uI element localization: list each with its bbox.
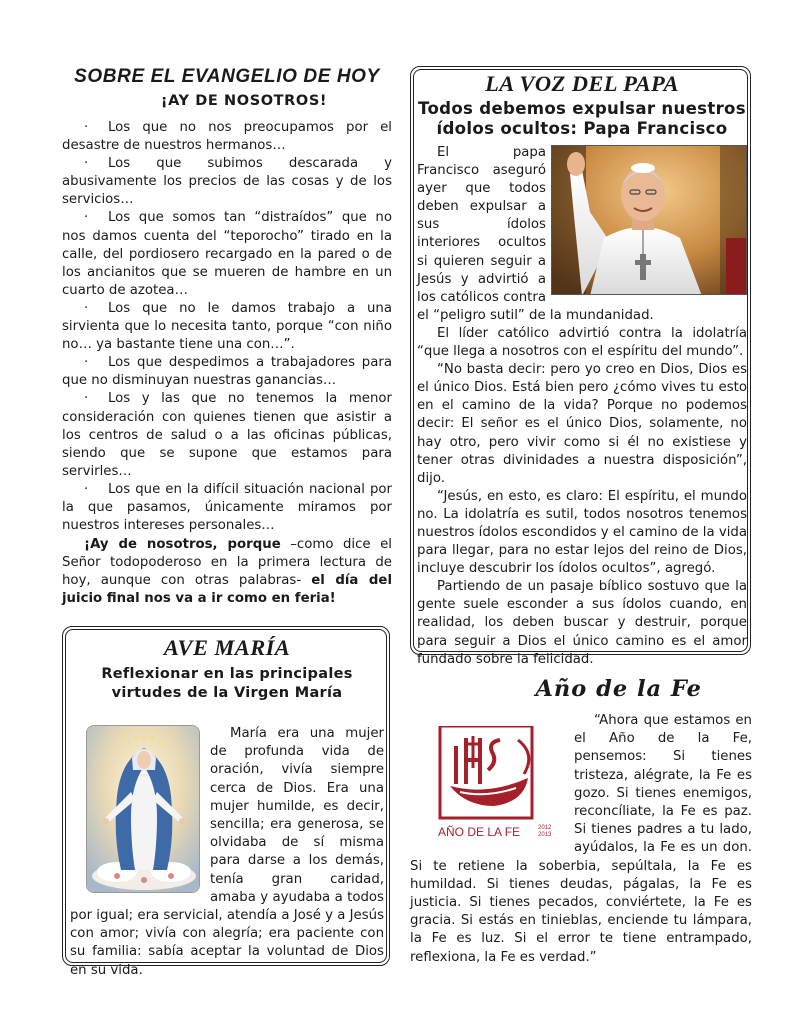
bullet-icon: · (84, 156, 89, 172)
pope-waving-image (552, 146, 747, 295)
ano-de-la-fe-body (410, 712, 752, 967)
evangelio-body (62, 119, 392, 609)
evangelio-subtitle: ¡AY DE NOSOTROS! (160, 93, 328, 109)
list-item (62, 119, 392, 155)
bullet-icon: · (84, 391, 89, 407)
logo-year-end: 2013 (538, 832, 552, 838)
pope-photo (551, 145, 747, 295)
year-of-faith-emblem-icon (436, 726, 560, 840)
papa-paragraph: El líder católico advirtió contra la idolatría “que llega a nosotros con el espíritu del mundo”. (417, 325, 747, 360)
closing-text: –como dice el Señor todopoderoso en la primera lectura de hoy, aunque con otras palabras- (62, 537, 392, 589)
virgin-mary-icon (87, 726, 200, 893)
ave-maria-title: AVE MARÍA (163, 635, 291, 660)
year-of-faith-logo (436, 712, 560, 840)
list-item (62, 390, 392, 480)
ano-de-la-fe-section (410, 676, 752, 967)
ave-maria-content (70, 635, 384, 980)
list-item-text: Los que no le damos trabajo a una sirvienta que lo necesita tanto, porque “con niño no… ya bastante tiene una con…”. (62, 300, 392, 353)
ave-maria-text: María era una mujer de profunda vida de oración, vivía siempre cerca de Dios. Era una mujer humilde, es decir, sencilla; era generosa, se olvidaba de sí misma para darse a los demás, tenía gran caridad, amaba y ayudaba a todos por igual; era servicial, atendía a José y a Jesús con amor; vivía con alegría; era paciente con su familia: sabía aceptar la voluntad de Dios en su vida. (70, 726, 384, 978)
logo-year-start: 2012 (538, 825, 552, 831)
closing-bold-start: ¡Ay de nosotros, porque (84, 537, 281, 553)
list-item (62, 481, 392, 535)
list-item (62, 300, 392, 354)
papa-paragraph: Partiendo de un pasaje bíblico sostuvo que la gente suele esconder a sus ídolos cuando, en realidad, los deben buscar y destruir, porque para seguir a Dios el único camino es el amor fundado sobre la felicidad. (417, 579, 747, 667)
voz-del-papa-body (417, 144, 747, 669)
evangelio-closing (62, 536, 392, 608)
ano-de-la-fe-text: “Ahora que estamos en el Año de la Fe, pensemos: Si tienes tristeza, alégrate, la Fe es gozo. Si tienes enemigos, reconcíliate, la Fe es paz. Si tienes padres a tu lado, ayúdalos, la Fe es un don. Si te retiene la soberbia, sepúltala, la Fe es humildad. Si tienes deudas, págalas, la Fe es justicia. Si tienes pecados, conviértete, la Fe es gracia. Si estás en tinieblas, enciende tu lámpara, la Fe es luz. Si el error te tiene entrampado, reflexiona, la Fe es verdad.” (410, 713, 752, 965)
voz-del-papa-box (410, 66, 751, 667)
list-item-text: Los que en la difícil situación nacional por la que pasamos, únicamente miramos por nuestros intereses personales… (62, 481, 392, 534)
ave-maria-box (62, 626, 390, 978)
papa-paragraph: “Jesús, en esto, es claro: El espíritu, el mundo no. La idolatría es sutil, todos nosotros tenemos nuestros ídolos escondidos y el camino de la vida para llegar, para no estar lejos del reino de Dios, incluye descubrir los ídolos ocultos”, agregó. (417, 488, 747, 577)
list-item (62, 209, 392, 299)
ano-de-la-fe-title: Año de la Fe (535, 676, 702, 702)
bullet-icon: · (84, 210, 89, 226)
logo-caption: AÑO DE LA FE (438, 825, 521, 839)
papa-paragraph: “No basta decir: pero yo creo en Dios, Dios es el único Dios. Está bien pero ¿cómo vives tu esto en el camino de la vida? Porque no podemos decir: El señor es el único Dios, solamente, no hay otro, pero vivir como si él no existiese y tener otras divinidades a nuestra disposición”, dijo. (417, 362, 747, 486)
bullet-icon: · (84, 300, 89, 316)
list-item-text: Los que subimos descarada y abusivamente los precios de las cosas y de los servicios… (62, 156, 392, 208)
closing-bold-end: el día del juicio final nos va a ir como en feria! (62, 573, 392, 607)
bullet-icon: · (84, 355, 89, 371)
voz-del-papa-title: LA VOZ DEL PAPA (485, 71, 679, 96)
evangelio-title: SOBRE EL EVANGELIO DE HOY (74, 66, 380, 87)
voz-del-papa-content (417, 71, 747, 669)
evangelio-section (62, 66, 392, 609)
list-item (62, 354, 392, 390)
ave-maria-headline: Reflexionar en las principales virtudes de la Virgen María (101, 666, 353, 701)
ave-maria-body (70, 725, 384, 980)
voz-del-papa-headline: Todos debemos expulsar nuestros ídolos ocultos: Papa Francisco (418, 99, 746, 138)
list-item-text: Los que no nos preocupamos por el desastre de nuestros hermanos… (62, 120, 392, 154)
list-item-text: Los y las que no tenemos la menor consideración con quienes tienen que asistir a los centros de salud o a las oficinas públicas, siendo que se supone que estamos para servirles… (62, 391, 392, 479)
list-item (62, 155, 392, 209)
papa-paragraph: El papa Francisco aseguró ayer que todos deben expulsar a sus ídolos interiores ocultos si quieren seguir a Jesús y advirtió a los católicos contra el “peligro sutil” de la mundanidad. (417, 145, 654, 323)
list-item-text: Los que despedimos a trabajadores para que no disminuyan nuestras ganancias… (62, 355, 392, 389)
bullet-icon: · (84, 481, 89, 497)
virgin-mary-image (86, 725, 200, 893)
list-item-text: Los que somos tan “distraídos” que no nos damos cuenta del “teporocho” tirado en la calle, del pordiosero recargado en la pared o de los ancianitos que se mueren de hambre en un cuarto de azotea… (62, 210, 392, 298)
bullet-icon: · (84, 120, 89, 135)
